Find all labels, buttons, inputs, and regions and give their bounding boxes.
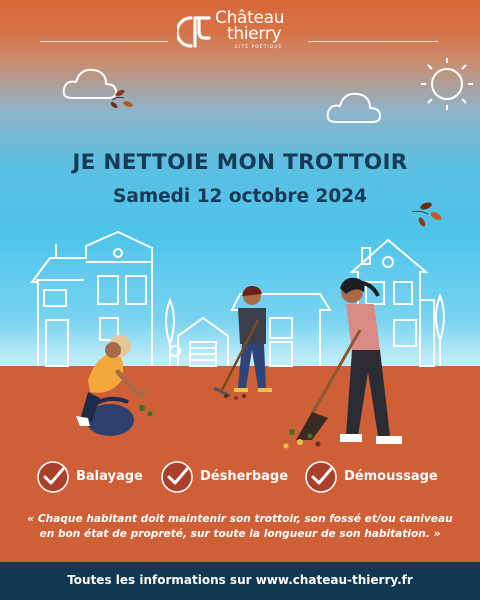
task-label-demoussage: Démoussage xyxy=(344,469,438,484)
event-date: Samedi 12 octobre 2024 xyxy=(113,186,367,207)
checkmark-badge-icon xyxy=(36,460,70,494)
sun-icon xyxy=(421,58,473,110)
footer-bar xyxy=(0,562,480,600)
task-label-desherbage: Désherbage xyxy=(200,469,289,484)
task-list xyxy=(0,460,480,496)
task-label-balayage: Balayage xyxy=(76,469,143,484)
cloud-icon xyxy=(328,94,380,122)
logo-line-2: thierry xyxy=(227,24,282,44)
logo-line-1: Château xyxy=(215,8,285,28)
volunteer-raking-illustration xyxy=(214,286,272,400)
footer-info-link[interactable]: Toutes les informations sur www.chateau-thierry.fr xyxy=(67,573,413,587)
falling-leaves-icon xyxy=(110,88,134,109)
page-title: JE NETTOIE MON TROTTOIR xyxy=(72,150,408,175)
volunteer-crouching-illustration xyxy=(76,335,153,436)
houses-illustration xyxy=(32,232,444,366)
logo-tagline: CITÉ POÉTIQUE xyxy=(235,45,283,50)
checkmark-badge-icon xyxy=(160,460,194,494)
checkmark-badge-icon xyxy=(304,460,338,494)
cloud-icon xyxy=(64,70,116,98)
regulation-quote: « Chaque habitant doit maintenir son trottoir, son fossé et/ou caniveau en bon état de propreté, sur toute la longueur de son habitation. » xyxy=(27,513,453,540)
